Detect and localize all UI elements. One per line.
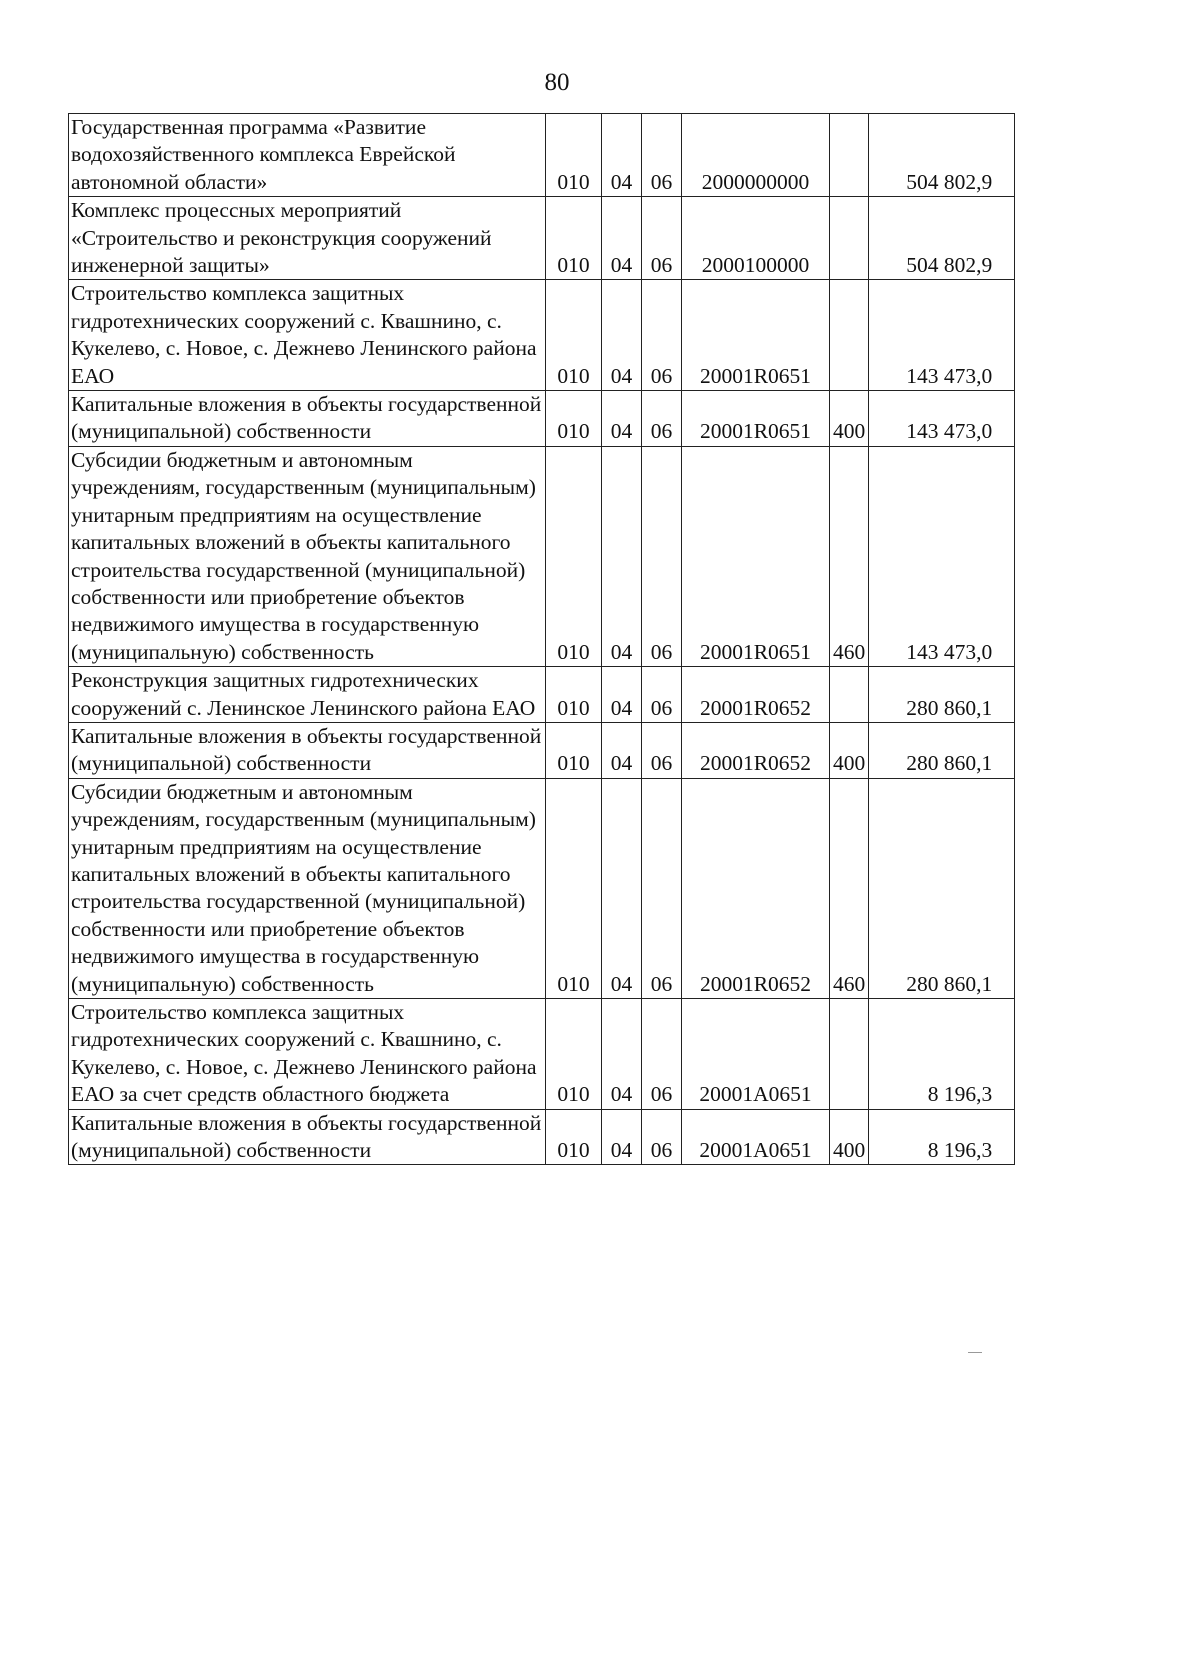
row-min-code: 010 <box>546 280 602 391</box>
row-section-code: 04 <box>602 391 642 447</box>
row-section-code: 04 <box>602 197 642 280</box>
scan-speck <box>968 1352 982 1353</box>
row-sum: 143 473,0 <box>869 280 1015 391</box>
table-row <box>69 114 1015 197</box>
row-target-code: 20001R0651 <box>682 446 830 666</box>
row-subsection-code: 06 <box>642 114 682 197</box>
table-row <box>69 667 1015 723</box>
table-row <box>69 778 1015 998</box>
row-expense-type: 460 <box>830 778 869 998</box>
table-row <box>69 722 1015 778</box>
row-section-code: 04 <box>602 722 642 778</box>
row-subsection-code: 06 <box>642 197 682 280</box>
row-expense-type: 400 <box>830 391 869 447</box>
table-body <box>69 114 1015 1165</box>
row-target-code: 20001R0651 <box>682 280 830 391</box>
row-name: Субсидии бюджетным и автономным учреждениям, государственным (муниципальным) унитарным предприятиям на осуществление капитальных вложений в объекты капитального строительства государственной (муниципальной) собственности или приобретение объектов недвижимого имущества в государственную (муниципальную) собственность <box>69 778 546 998</box>
row-expense-type <box>830 197 869 280</box>
row-min-code: 010 <box>546 667 602 723</box>
row-subsection-code: 06 <box>642 280 682 391</box>
row-sum: 143 473,0 <box>869 391 1015 447</box>
row-min-code: 010 <box>546 778 602 998</box>
row-name: Капитальные вложения в объекты государственной (муниципальной) собственности <box>69 391 546 447</box>
row-min-code: 010 <box>546 114 602 197</box>
row-expense-type: 400 <box>830 722 869 778</box>
row-expense-type <box>830 114 869 197</box>
row-min-code: 010 <box>546 197 602 280</box>
row-sum: 280 860,1 <box>869 778 1015 998</box>
row-name: Реконструкция защитных гидротехнических сооружений с. Ленинское Ленинского района ЕАО <box>69 667 546 723</box>
row-subsection-code: 06 <box>642 722 682 778</box>
row-sum: 8 196,3 <box>869 1109 1015 1165</box>
row-subsection-code: 06 <box>642 1109 682 1165</box>
row-section-code: 04 <box>602 280 642 391</box>
row-section-code: 04 <box>602 1109 642 1165</box>
row-target-code: 20001A0651 <box>682 999 830 1110</box>
row-target-code: 20001R0652 <box>682 667 830 723</box>
row-sum: 280 860,1 <box>869 667 1015 723</box>
page-number: 80 <box>544 69 570 96</box>
row-expense-type <box>830 999 869 1110</box>
row-target-code: 20001R0652 <box>682 778 830 998</box>
row-expense-type <box>830 667 869 723</box>
row-target-code: 20001R0651 <box>682 391 830 447</box>
row-min-code: 010 <box>546 722 602 778</box>
row-name: Капитальные вложения в объекты государственной (муниципальной) собственности <box>69 722 546 778</box>
row-sum: 504 802,9 <box>869 114 1015 197</box>
row-expense-type <box>830 280 869 391</box>
row-target-code: 20001R0652 <box>682 722 830 778</box>
row-section-code: 04 <box>602 778 642 998</box>
table-row <box>69 197 1015 280</box>
row-section-code: 04 <box>602 114 642 197</box>
budget-table <box>68 113 1015 1165</box>
row-min-code: 010 <box>546 446 602 666</box>
table-row <box>69 1109 1015 1165</box>
row-subsection-code: 06 <box>642 667 682 723</box>
table-row <box>69 280 1015 391</box>
row-subsection-code: 06 <box>642 999 682 1110</box>
row-target-code: 2000000000 <box>682 114 830 197</box>
row-sum: 280 860,1 <box>869 722 1015 778</box>
row-min-code: 010 <box>546 391 602 447</box>
row-section-code: 04 <box>602 446 642 666</box>
table-row <box>69 391 1015 447</box>
row-name: Капитальные вложения в объекты государственной (муниципальной) собственности <box>69 1109 546 1165</box>
row-section-code: 04 <box>602 667 642 723</box>
row-name: Комплекс процессных мероприятий «Строительство и реконструкция сооружений инженерной защиты» <box>69 197 546 280</box>
row-name: Строительство комплекса защитных гидротехнических сооружений с. Квашнино, с. Кукелево, с. Новое, с. Дежнево Ленинского района ЕАО <box>69 280 546 391</box>
row-sum: 143 473,0 <box>869 446 1015 666</box>
row-name: Государственная программа «Развитие водохозяйственного комплекса Еврейской автономной области» <box>69 114 546 197</box>
row-sum: 504 802,9 <box>869 197 1015 280</box>
row-name: Субсидии бюджетным и автономным учреждениям, государственным (муниципальным) унитарным предприятиям на осуществление капитальных вложений в объекты капитального строительства государственной (муниципальной) собственности или приобретение объектов недвижимого имущества в государственную (муниципальную) собственность <box>69 446 546 666</box>
row-subsection-code: 06 <box>642 778 682 998</box>
row-name: Строительство комплекса защитных гидротехнических сооружений с. Квашнино, с. Кукелево, с. Новое, с. Дежнево Ленинского района ЕАО за счет средств областного бюджета <box>69 999 546 1110</box>
row-sum: 8 196,3 <box>869 999 1015 1110</box>
row-expense-type: 460 <box>830 446 869 666</box>
row-expense-type: 400 <box>830 1109 869 1165</box>
row-min-code: 010 <box>546 999 602 1110</box>
table-row <box>69 999 1015 1110</box>
row-subsection-code: 06 <box>642 391 682 447</box>
row-subsection-code: 06 <box>642 446 682 666</box>
row-target-code: 20001A0651 <box>682 1109 830 1165</box>
row-section-code: 04 <box>602 999 642 1110</box>
row-target-code: 2000100000 <box>682 197 830 280</box>
table-row <box>69 446 1015 666</box>
row-min-code: 010 <box>546 1109 602 1165</box>
